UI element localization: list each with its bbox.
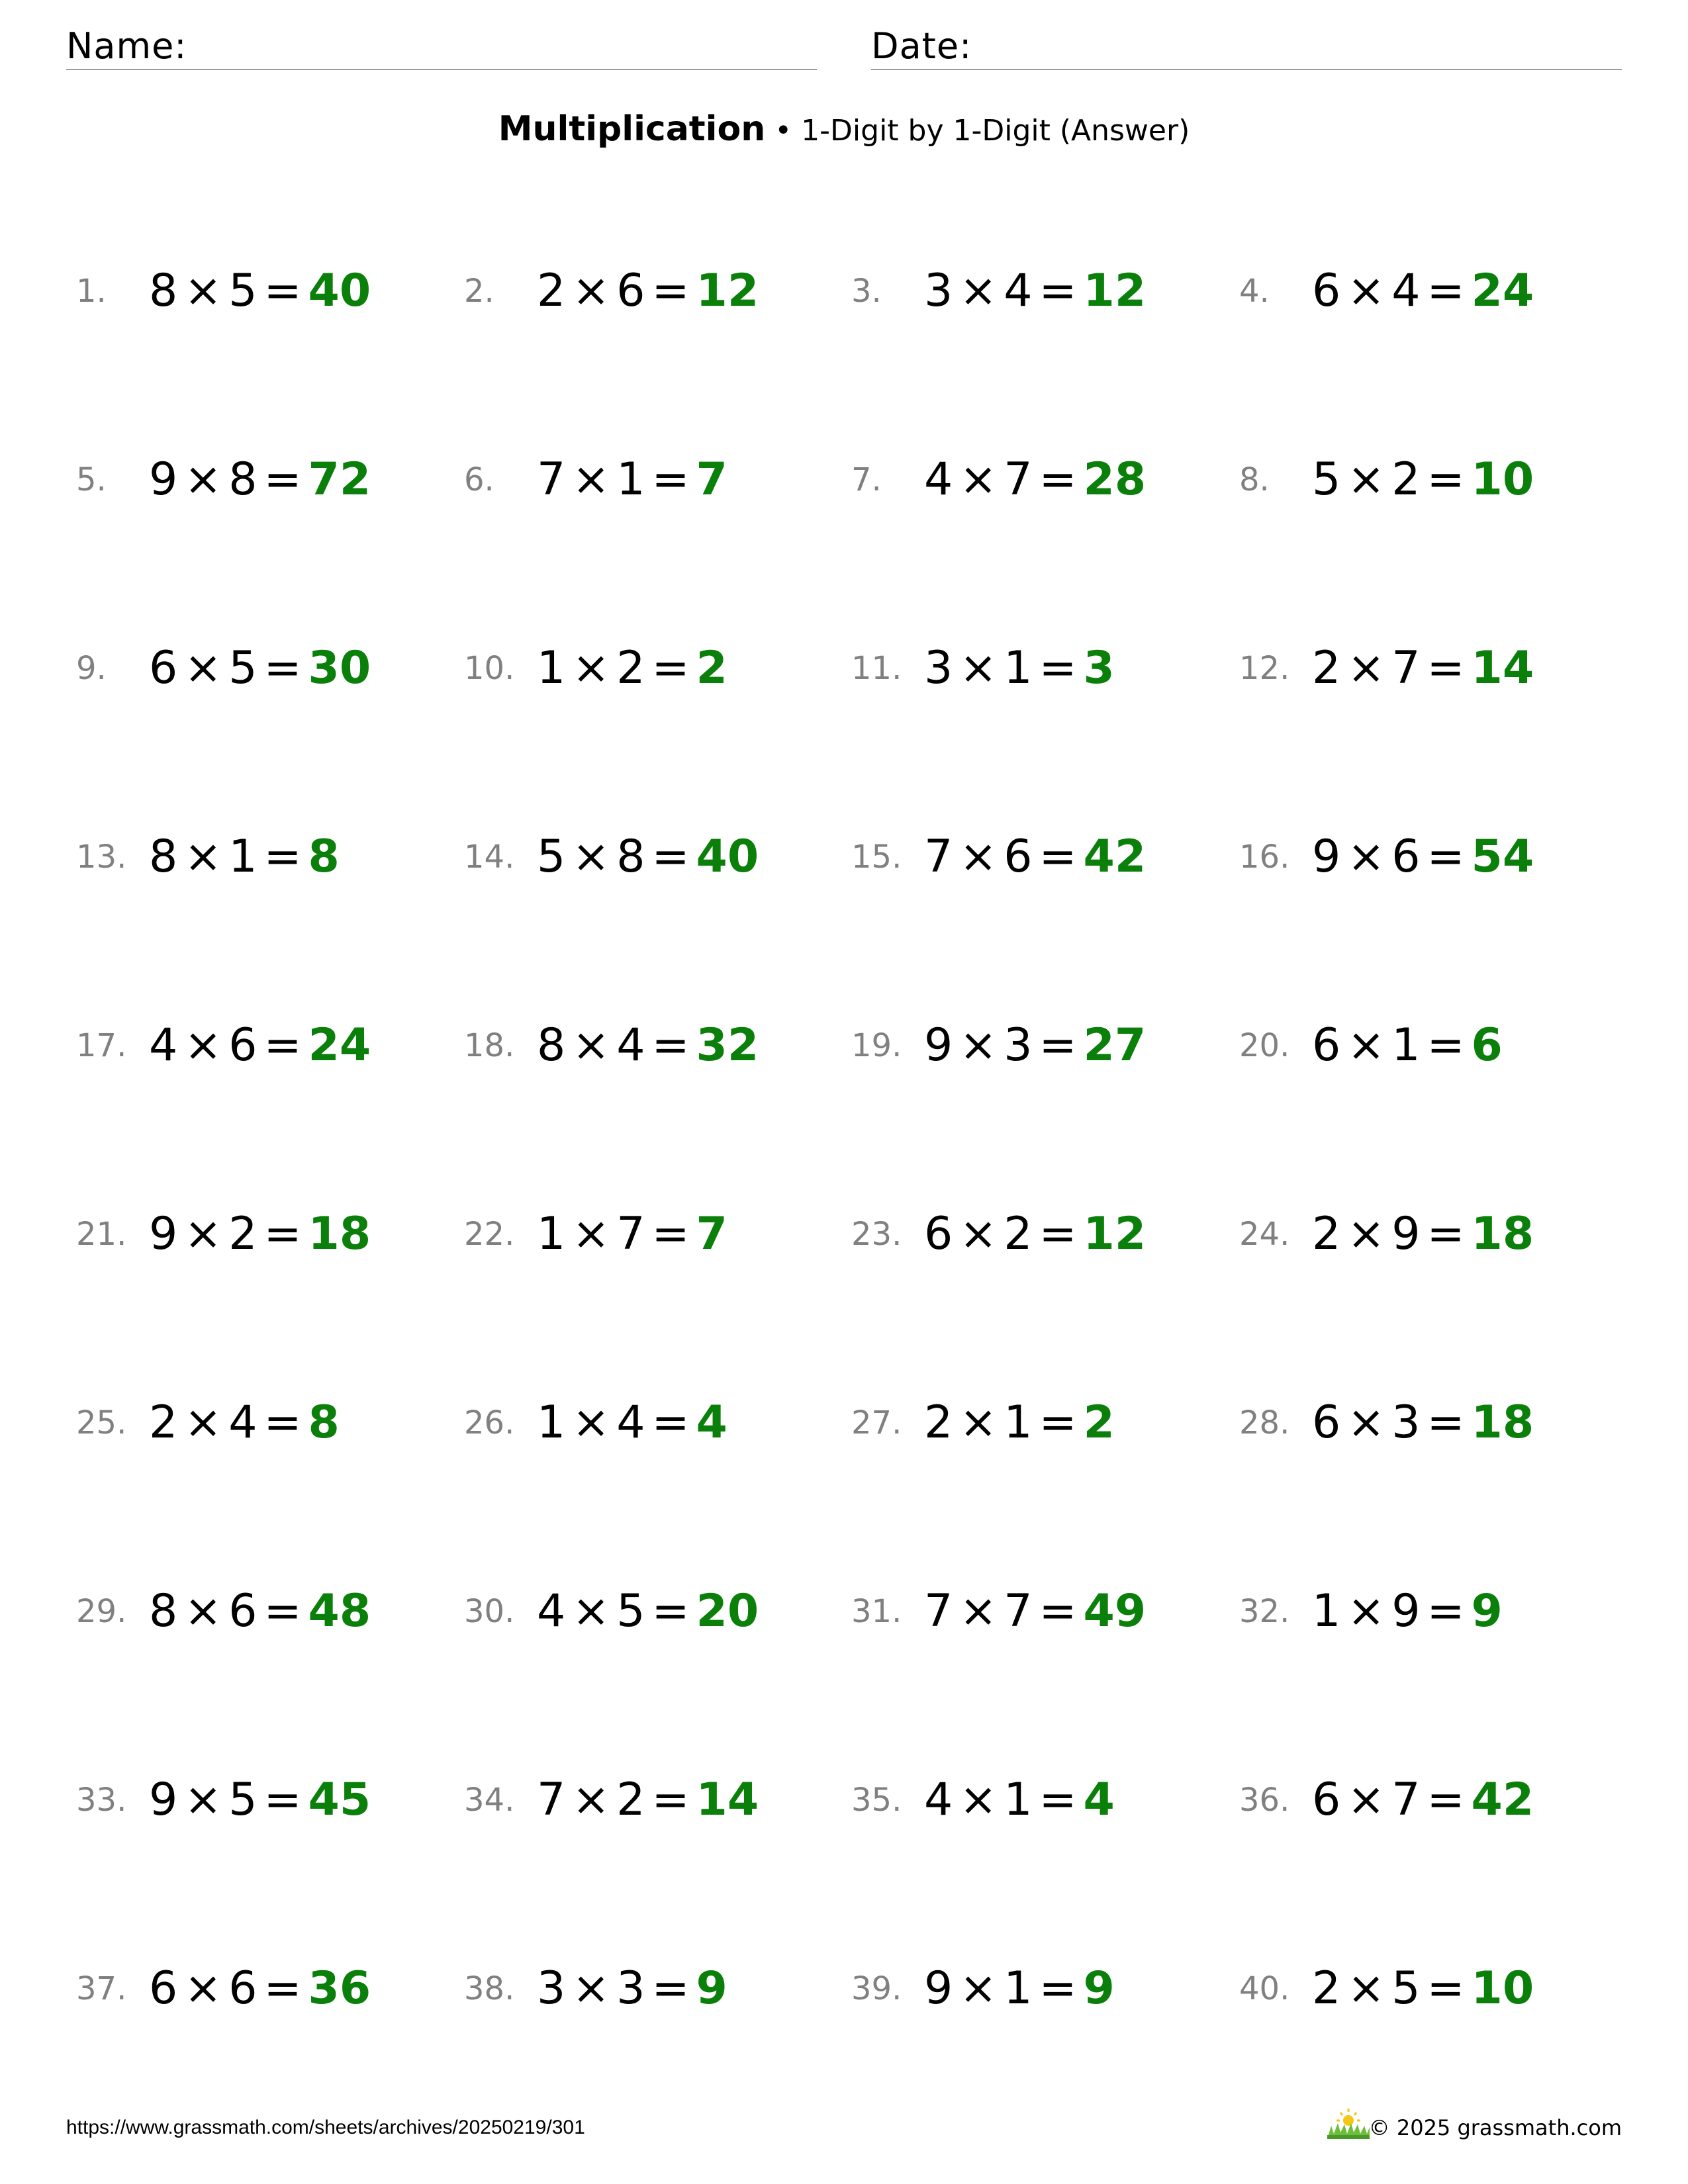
times-sign: × bbox=[572, 1396, 610, 1449]
problem-number: 25. bbox=[76, 1404, 127, 1441]
times-sign: × bbox=[572, 1208, 610, 1260]
problem-equation bbox=[149, 1956, 371, 2022]
problem-equation bbox=[149, 635, 371, 702]
answer: 9 bbox=[1471, 1585, 1503, 1637]
times-sign: × bbox=[959, 1019, 998, 1071]
equals-sign: = bbox=[1039, 1962, 1077, 2015]
problem-equation bbox=[924, 1390, 1115, 1456]
operand-b: 5 bbox=[228, 642, 258, 694]
problem-equation bbox=[537, 447, 727, 513]
problem-number: 2. bbox=[464, 273, 494, 310]
operand-b: 3 bbox=[616, 1962, 645, 2015]
equals-sign: = bbox=[1427, 642, 1465, 694]
problem-equation bbox=[149, 447, 371, 513]
operand-b: 2 bbox=[1391, 453, 1421, 506]
equals-sign: = bbox=[1039, 642, 1077, 694]
problem-number: 37. bbox=[76, 1970, 127, 2007]
problem-equation bbox=[149, 1390, 340, 1456]
problem-equation bbox=[149, 258, 371, 324]
operand-a: 8 bbox=[149, 265, 178, 317]
problem-number: 35. bbox=[851, 1782, 902, 1819]
times-sign: × bbox=[959, 265, 998, 317]
equals-sign: = bbox=[651, 1774, 690, 1826]
answer: 10 bbox=[1471, 1962, 1534, 2015]
problem-number: 22. bbox=[464, 1216, 515, 1253]
operand-b: 6 bbox=[616, 265, 645, 317]
operand-b: 8 bbox=[228, 453, 258, 506]
problem-equation bbox=[149, 1013, 371, 1079]
operand-a: 9 bbox=[1312, 831, 1341, 883]
problem-number: 7. bbox=[851, 461, 882, 498]
date-label: Date: bbox=[871, 25, 972, 67]
operand-b: 4 bbox=[228, 1396, 258, 1449]
problem-number: 29. bbox=[76, 1593, 127, 1630]
operand-a: 7 bbox=[537, 1774, 566, 1826]
operand-a: 6 bbox=[1312, 1019, 1341, 1071]
title-subtitle: • 1-Digit by 1-Digit (Answer) bbox=[765, 114, 1190, 148]
answer: 8 bbox=[308, 1396, 340, 1449]
operand-b: 3 bbox=[1004, 1019, 1033, 1071]
answer: 14 bbox=[1471, 642, 1534, 694]
problem-equation bbox=[1312, 1956, 1534, 2022]
problem-number: 36. bbox=[1239, 1782, 1290, 1819]
operand-b: 6 bbox=[1391, 831, 1421, 883]
problem-number: 16. bbox=[1239, 839, 1290, 876]
problem-equation bbox=[924, 1201, 1146, 1267]
problem-number: 1. bbox=[76, 273, 107, 310]
operand-a: 6 bbox=[1312, 265, 1341, 317]
footer-url: https://www.grassmath.com/sheets/archives/20250219/301 bbox=[66, 2116, 585, 2138]
problem-equation bbox=[924, 635, 1115, 702]
problem-equation bbox=[537, 1390, 727, 1456]
equals-sign: = bbox=[651, 831, 690, 883]
problem-equation bbox=[537, 1013, 759, 1079]
answer: 12 bbox=[1083, 1208, 1147, 1260]
problem-number: 11. bbox=[851, 650, 902, 687]
problem-equation bbox=[1312, 1013, 1503, 1079]
times-sign: × bbox=[959, 1585, 998, 1637]
equals-sign: = bbox=[1039, 1585, 1077, 1637]
operand-a: 2 bbox=[1312, 1208, 1341, 1260]
times-sign: × bbox=[959, 453, 998, 506]
problem-number: 17. bbox=[76, 1027, 127, 1064]
operand-b: 1 bbox=[1004, 642, 1033, 694]
operand-a: 2 bbox=[1312, 1962, 1341, 2015]
times-sign: × bbox=[1347, 1774, 1385, 1826]
operand-b: 6 bbox=[228, 1585, 258, 1637]
equals-sign: = bbox=[1427, 453, 1465, 506]
operand-b: 7 bbox=[1391, 1774, 1421, 1826]
problem-number: 21. bbox=[76, 1216, 127, 1253]
equals-sign: = bbox=[651, 453, 690, 506]
problem-equation bbox=[537, 1767, 759, 1833]
times-sign: × bbox=[572, 265, 610, 317]
problem-number: 26. bbox=[464, 1404, 515, 1441]
operand-b: 7 bbox=[616, 1208, 645, 1260]
operand-b: 1 bbox=[228, 831, 258, 883]
operand-a: 6 bbox=[149, 642, 178, 694]
answer: 3 bbox=[1083, 642, 1115, 694]
problem-number: 15. bbox=[851, 839, 902, 876]
operand-a: 5 bbox=[1312, 453, 1341, 506]
times-sign: × bbox=[959, 1396, 998, 1449]
answer: 4 bbox=[1083, 1774, 1115, 1826]
problem-equation bbox=[149, 1767, 371, 1833]
operand-b: 7 bbox=[1004, 453, 1033, 506]
operand-a: 6 bbox=[1312, 1774, 1341, 1826]
problem-number: 34. bbox=[464, 1782, 515, 1819]
times-sign: × bbox=[959, 831, 998, 883]
equals-sign: = bbox=[263, 1774, 302, 1826]
operand-a: 2 bbox=[1312, 642, 1341, 694]
problem-equation bbox=[924, 447, 1146, 513]
times-sign: × bbox=[184, 831, 222, 883]
equals-sign: = bbox=[263, 1962, 302, 2015]
operand-b: 1 bbox=[1391, 1019, 1421, 1071]
answer: 12 bbox=[696, 265, 759, 317]
operand-a: 9 bbox=[924, 1019, 953, 1071]
equals-sign: = bbox=[263, 642, 302, 694]
operand-a: 2 bbox=[924, 1396, 953, 1449]
problem-equation bbox=[537, 258, 759, 324]
operand-a: 9 bbox=[149, 1774, 178, 1826]
operand-b: 8 bbox=[616, 831, 645, 883]
problem-equation bbox=[1312, 447, 1534, 513]
times-sign: × bbox=[1347, 453, 1385, 506]
operand-b: 6 bbox=[1004, 831, 1033, 883]
equals-sign: = bbox=[263, 1019, 302, 1071]
times-sign: × bbox=[184, 1396, 222, 1449]
problem-equation bbox=[149, 1201, 371, 1267]
equals-sign: = bbox=[651, 1962, 690, 2015]
equals-sign: = bbox=[1039, 1396, 1077, 1449]
problem-equation bbox=[537, 824, 759, 890]
problem-equation bbox=[1312, 1767, 1534, 1833]
operand-a: 8 bbox=[537, 1019, 566, 1071]
operand-b: 1 bbox=[1004, 1962, 1033, 2015]
times-sign: × bbox=[184, 453, 222, 506]
times-sign: × bbox=[1347, 265, 1385, 317]
problem-equation bbox=[537, 635, 727, 702]
problem-equation bbox=[149, 1578, 371, 1645]
operand-a: 1 bbox=[537, 1396, 566, 1449]
problem-number: 18. bbox=[464, 1027, 515, 1064]
problem-equation bbox=[1312, 1201, 1534, 1267]
problem-number: 27. bbox=[851, 1404, 902, 1441]
times-sign: × bbox=[572, 831, 610, 883]
times-sign: × bbox=[184, 642, 222, 694]
times-sign: × bbox=[572, 1962, 610, 2015]
answer: 20 bbox=[696, 1585, 759, 1637]
problem-equation bbox=[537, 1956, 727, 2022]
operand-a: 8 bbox=[149, 831, 178, 883]
operand-b: 7 bbox=[1391, 642, 1421, 694]
problem-number: 5. bbox=[76, 461, 107, 498]
equals-sign: = bbox=[651, 1396, 690, 1449]
equals-sign: = bbox=[1039, 265, 1077, 317]
problem-number: 31. bbox=[851, 1593, 902, 1630]
operand-a: 4 bbox=[924, 453, 953, 506]
operand-a: 4 bbox=[149, 1019, 178, 1071]
operand-a: 6 bbox=[1312, 1396, 1341, 1449]
answer: 45 bbox=[308, 1774, 371, 1826]
answer: 30 bbox=[308, 642, 371, 694]
operand-b: 5 bbox=[228, 1774, 258, 1826]
operand-b: 3 bbox=[1391, 1396, 1421, 1449]
answer: 9 bbox=[1083, 1962, 1115, 2015]
operand-b: 2 bbox=[1004, 1208, 1033, 1260]
equals-sign: = bbox=[263, 1396, 302, 1449]
times-sign: × bbox=[184, 265, 222, 317]
operand-b: 5 bbox=[1391, 1962, 1421, 2015]
answer: 2 bbox=[1083, 1396, 1115, 1449]
equals-sign: = bbox=[1427, 1208, 1465, 1260]
times-sign: × bbox=[959, 1774, 998, 1826]
operand-a: 3 bbox=[537, 1962, 566, 2015]
problem-number: 6. bbox=[464, 461, 494, 498]
answer: 54 bbox=[1471, 831, 1534, 883]
operand-a: 1 bbox=[1312, 1585, 1341, 1637]
problem-equation bbox=[924, 1956, 1115, 2022]
operand-a: 9 bbox=[149, 453, 178, 506]
equals-sign: = bbox=[1427, 1962, 1465, 2015]
answer: 24 bbox=[1471, 265, 1534, 317]
problem-number: 20. bbox=[1239, 1027, 1290, 1064]
problem-equation bbox=[924, 258, 1146, 324]
operand-b: 7 bbox=[1004, 1585, 1033, 1637]
answer: 6 bbox=[1471, 1019, 1503, 1071]
grass-sun-logo-icon bbox=[1326, 2106, 1371, 2140]
problem-equation bbox=[924, 1767, 1115, 1833]
operand-b: 2 bbox=[616, 1774, 645, 1826]
times-sign: × bbox=[1347, 1019, 1385, 1071]
problem-number: 40. bbox=[1239, 1970, 1290, 2007]
answer: 32 bbox=[696, 1019, 759, 1071]
title-main: Multiplication bbox=[498, 109, 766, 149]
operand-b: 5 bbox=[228, 265, 258, 317]
equals-sign: = bbox=[263, 1208, 302, 1260]
operand-a: 7 bbox=[924, 1585, 953, 1637]
equals-sign: = bbox=[651, 1585, 690, 1637]
equals-sign: = bbox=[1427, 1774, 1465, 1826]
problem-equation bbox=[537, 1578, 759, 1645]
answer: 24 bbox=[308, 1019, 371, 1071]
answer: 7 bbox=[696, 453, 727, 506]
problem-number: 13. bbox=[76, 839, 127, 876]
operand-a: 7 bbox=[924, 831, 953, 883]
equals-sign: = bbox=[651, 265, 690, 317]
equals-sign: = bbox=[263, 1585, 302, 1637]
operand-a: 4 bbox=[537, 1585, 566, 1637]
problem-number: 4. bbox=[1239, 273, 1270, 310]
answer: 40 bbox=[308, 265, 371, 317]
problem-number: 12. bbox=[1239, 650, 1290, 687]
times-sign: × bbox=[184, 1962, 222, 2015]
answer: 49 bbox=[1083, 1585, 1147, 1637]
answer: 8 bbox=[308, 831, 340, 883]
operand-b: 9 bbox=[1391, 1585, 1421, 1637]
times-sign: × bbox=[959, 642, 998, 694]
operand-b: 6 bbox=[228, 1019, 258, 1071]
answer: 2 bbox=[696, 642, 727, 694]
operand-b: 2 bbox=[228, 1208, 258, 1260]
answer: 18 bbox=[308, 1208, 371, 1260]
times-sign: × bbox=[1347, 831, 1385, 883]
equals-sign: = bbox=[651, 1208, 690, 1260]
operand-a: 2 bbox=[537, 265, 566, 317]
operand-a: 8 bbox=[149, 1585, 178, 1637]
answer: 4 bbox=[696, 1396, 727, 1449]
answer: 9 bbox=[696, 1962, 727, 2015]
footer-copyright: © 2025 grassmath.com bbox=[1368, 2115, 1622, 2140]
times-sign: × bbox=[184, 1208, 222, 1260]
problem-number: 23. bbox=[851, 1216, 902, 1253]
operand-a: 4 bbox=[924, 1774, 953, 1826]
times-sign: × bbox=[184, 1019, 222, 1071]
equals-sign: = bbox=[263, 265, 302, 317]
operand-a: 1 bbox=[537, 642, 566, 694]
times-sign: × bbox=[572, 453, 610, 506]
equals-sign: = bbox=[1427, 1585, 1465, 1637]
answer: 10 bbox=[1471, 453, 1534, 506]
operand-a: 5 bbox=[537, 831, 566, 883]
operand-a: 7 bbox=[537, 453, 566, 506]
operand-b: 1 bbox=[616, 453, 645, 506]
equals-sign: = bbox=[1427, 831, 1465, 883]
answer: 12 bbox=[1083, 265, 1147, 317]
equals-sign: = bbox=[1039, 831, 1077, 883]
problem-number: 3. bbox=[851, 273, 882, 310]
problem-equation bbox=[1312, 258, 1534, 324]
operand-b: 4 bbox=[1391, 265, 1421, 317]
operand-a: 9 bbox=[149, 1208, 178, 1260]
operand-b: 9 bbox=[1391, 1208, 1421, 1260]
equals-sign: = bbox=[1427, 1019, 1465, 1071]
operand-a: 2 bbox=[149, 1396, 178, 1449]
operand-a: 9 bbox=[924, 1962, 953, 2015]
answer: 72 bbox=[308, 453, 371, 506]
equals-sign: = bbox=[1039, 1774, 1077, 1826]
operand-b: 6 bbox=[228, 1962, 258, 2015]
operand-a: 1 bbox=[537, 1208, 566, 1260]
answer: 40 bbox=[696, 831, 759, 883]
problem-equation bbox=[537, 1201, 727, 1267]
problem-number: 32. bbox=[1239, 1593, 1290, 1630]
problem-equation bbox=[1312, 1390, 1534, 1456]
problem-equation bbox=[1312, 824, 1534, 890]
operand-b: 1 bbox=[1004, 1396, 1033, 1449]
operand-b: 1 bbox=[1004, 1774, 1033, 1826]
problem-equation bbox=[924, 824, 1146, 890]
times-sign: × bbox=[1347, 642, 1385, 694]
operand-a: 6 bbox=[149, 1962, 178, 2015]
problem-number: 30. bbox=[464, 1593, 515, 1630]
operand-b: 2 bbox=[616, 642, 645, 694]
times-sign: × bbox=[1347, 1208, 1385, 1260]
times-sign: × bbox=[1347, 1962, 1385, 2015]
problem-equation bbox=[924, 1578, 1146, 1645]
problem-number: 38. bbox=[464, 1970, 515, 2007]
times-sign: × bbox=[572, 642, 610, 694]
times-sign: × bbox=[184, 1774, 222, 1826]
answer: 18 bbox=[1471, 1396, 1534, 1449]
times-sign: × bbox=[572, 1019, 610, 1071]
operand-b: 4 bbox=[1004, 265, 1033, 317]
operand-b: 4 bbox=[616, 1396, 645, 1449]
problem-number: 24. bbox=[1239, 1216, 1290, 1253]
answer: 27 bbox=[1083, 1019, 1147, 1071]
operand-a: 3 bbox=[924, 642, 953, 694]
times-sign: × bbox=[959, 1208, 998, 1260]
equals-sign: = bbox=[1039, 453, 1077, 506]
problem-number: 9. bbox=[76, 650, 107, 687]
answer: 28 bbox=[1083, 453, 1147, 506]
equals-sign: = bbox=[1427, 265, 1465, 317]
answer: 42 bbox=[1083, 831, 1147, 883]
name-label: Name: bbox=[66, 25, 187, 67]
times-sign: × bbox=[572, 1585, 610, 1637]
problem-equation bbox=[924, 1013, 1146, 1079]
equals-sign: = bbox=[1039, 1208, 1077, 1260]
problem-equation bbox=[149, 824, 340, 890]
operand-b: 4 bbox=[616, 1019, 645, 1071]
operand-a: 6 bbox=[924, 1208, 953, 1260]
answer: 18 bbox=[1471, 1208, 1534, 1260]
times-sign: × bbox=[184, 1585, 222, 1637]
times-sign: × bbox=[1347, 1585, 1385, 1637]
problem-number: 10. bbox=[464, 650, 515, 687]
problem-number: 19. bbox=[851, 1027, 902, 1064]
equals-sign: = bbox=[1427, 1396, 1465, 1449]
problem-equation bbox=[1312, 635, 1534, 702]
answer: 7 bbox=[696, 1208, 727, 1260]
equals-sign: = bbox=[263, 453, 302, 506]
problem-equation bbox=[1312, 1578, 1503, 1645]
answer: 14 bbox=[696, 1774, 759, 1826]
times-sign: × bbox=[959, 1962, 998, 2015]
equals-sign: = bbox=[651, 642, 690, 694]
problem-number: 14. bbox=[464, 839, 515, 876]
times-sign: × bbox=[572, 1774, 610, 1826]
equals-sign: = bbox=[651, 1019, 690, 1071]
answer: 42 bbox=[1471, 1774, 1534, 1826]
problem-number: 8. bbox=[1239, 461, 1270, 498]
times-sign: × bbox=[1347, 1396, 1385, 1449]
answer: 48 bbox=[308, 1585, 371, 1637]
problem-number: 28. bbox=[1239, 1404, 1290, 1441]
equals-sign: = bbox=[1039, 1019, 1077, 1071]
equals-sign: = bbox=[263, 831, 302, 883]
problem-number: 33. bbox=[76, 1782, 127, 1819]
operand-a: 3 bbox=[924, 265, 953, 317]
problem-number: 39. bbox=[851, 1970, 902, 2007]
operand-b: 5 bbox=[616, 1585, 645, 1637]
answer: 36 bbox=[308, 1962, 371, 2015]
